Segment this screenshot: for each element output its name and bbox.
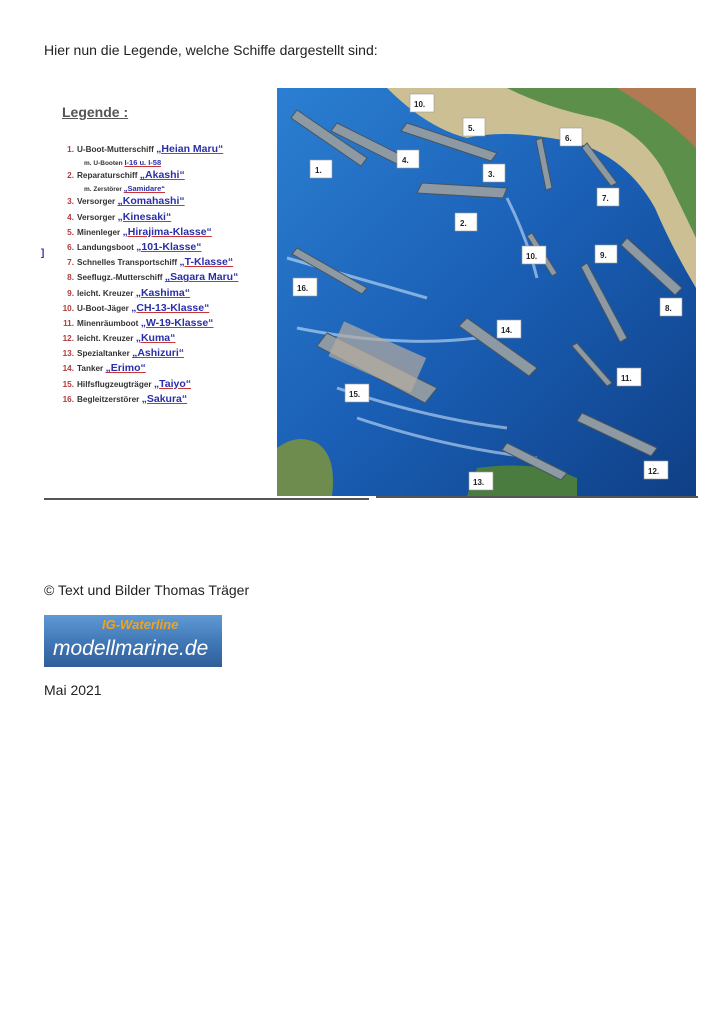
legend-item [58,301,276,316]
legend-item [58,194,276,209]
legend-item-type: Versorger [77,197,116,207]
legend-item-number: 10. [62,303,74,313]
legend-item-type: Begleitzerstörer [77,394,140,404]
diorama-label: 11. [621,374,632,383]
legend-title: Legende : [62,104,129,120]
legend-item-type: Tanker [77,364,104,374]
legend-item-name: „Kinesaki“ [117,210,172,223]
legend-item-number: 6. [67,242,74,252]
legend-item [58,286,276,301]
diorama-label: 16. [297,284,309,293]
diorama-label: 12. [648,467,660,476]
legend-item-number: 14. [62,364,74,374]
legend-panel [58,104,276,407]
legend-item-type: Reparaturschiff [77,171,138,181]
legend-item-name: „Taiyo“ [153,377,192,390]
diorama-label: 10. [414,100,426,109]
figure-border-left [44,498,369,500]
diorama-label: 3. [488,170,495,179]
date-text: Mai 2021 [44,682,102,698]
legend-figure [41,78,698,498]
diorama-label: 6. [565,134,572,143]
legend-item [58,240,276,255]
legend-item-number: 3. [67,197,74,207]
legend-item-type: leicht. Kreuzer [77,288,134,298]
logo-top-text: IG-Waterline [102,617,179,632]
left-margin-marker: ] [41,248,45,259]
legend-item-number: 1. [67,145,74,154]
legend-item-number: 2. [67,171,74,181]
legend-item-name: „101-Klasse“ [136,240,202,253]
legend-item-number: 4. [67,212,74,222]
legend-item-type: U-Boot-Mutterschiff [77,145,154,154]
legend-item-name: „CH-13-Klasse“ [131,301,210,314]
legend-item [58,225,276,240]
legend-item-name: „T-Klasse“ [179,256,234,269]
legend-subitem [58,157,276,168]
diorama-label: 8. [665,304,672,313]
intro-text: Hier nun die Legende, welche Schiffe dargestellt sind: [44,42,378,58]
legend-item-name: „W-19-Klasse“ [140,316,214,329]
legend-item-name: „Kashima“ [135,286,190,299]
legend-item-number: 11. [63,318,74,328]
diorama-label: 7. [602,194,609,203]
diorama-label: 1. [315,166,322,175]
legend-item-name: „Hirajima-Klasse“ [122,225,212,238]
legend-item-number: 15. [62,379,74,389]
legend-item-type: Minenleger [77,227,121,237]
legend-item-name: „Ashizuri“ [132,347,184,360]
legend-item [58,142,276,157]
legend-item-number: 16. [62,394,74,404]
legend-item-number: 8. [67,273,74,283]
legend-item-type: U-Boot-Jäger [77,303,129,313]
diorama-label: 5. [468,124,475,133]
legend-subitem [58,183,276,194]
legend-item [58,346,276,361]
logo-bottom-text: modellmarine.de [53,637,209,660]
legend-subitem-name: I-16 u. I-58 [124,158,162,168]
legend-item-name: „Sagara Maru“ [164,271,239,284]
legend-item-type: Schnelles Transportschiff [77,258,178,268]
legend-item-type: leicht. Kreuzer [77,334,134,344]
legend-item-number: 5. [67,227,74,237]
legend-subitem-name: „Samidare“ [123,184,166,194]
legend-item [58,392,276,407]
copyright-text: © Text und Bilder Thomas Träger [44,582,250,598]
diorama-label: 10. [526,252,538,261]
ig-waterline-logo [44,615,222,667]
legend-subitem-text: m. U-Booten [84,160,123,168]
legend-subitem-text: m. Zerstörer [84,186,122,194]
diorama-label: 13. [473,478,485,487]
legend-item-name: „Akashi“ [139,169,185,182]
legend-item-name: „Heian Maru“ [156,143,224,155]
legend-item-type: Hilfsflugzeugträger [77,379,152,389]
legend-item [58,255,276,270]
legend-item-number: 13. [62,349,74,359]
legend-item [58,316,276,331]
figure-border-right [376,496,698,498]
diorama-label: 4. [402,156,409,165]
legend-item [58,377,276,392]
legend-item-number: 7. [67,258,74,268]
legend-item-type: Spezialtanker [77,349,130,359]
legend-list [58,142,276,407]
legend-item-type: Minenräumboot [77,318,139,328]
diorama-label: 14. [501,326,513,335]
legend-item [58,331,276,346]
diorama-label: 9. [600,251,607,260]
diorama-photo [277,88,696,496]
diorama-label: 15. [349,390,361,399]
legend-item-name: „Kuma“ [135,332,176,345]
legend-item-type: Landungsboot [77,242,134,252]
legend-item [58,361,276,376]
legend-item-name: „Erimo“ [105,362,146,375]
legend-item [58,168,276,183]
legend-item-name: „Komahashi“ [117,195,185,208]
legend-item-name: „Sakura“ [141,392,188,405]
legend-item-type: Versorger [77,212,116,222]
legend-item-number: 12. [62,334,74,344]
legend-item-number: 9. [67,288,74,298]
legend-item-type: Seeflugz.-Mutterschiff [77,273,163,283]
legend-item [58,270,276,285]
diorama-label: 2. [460,219,467,228]
legend-item [58,210,276,225]
